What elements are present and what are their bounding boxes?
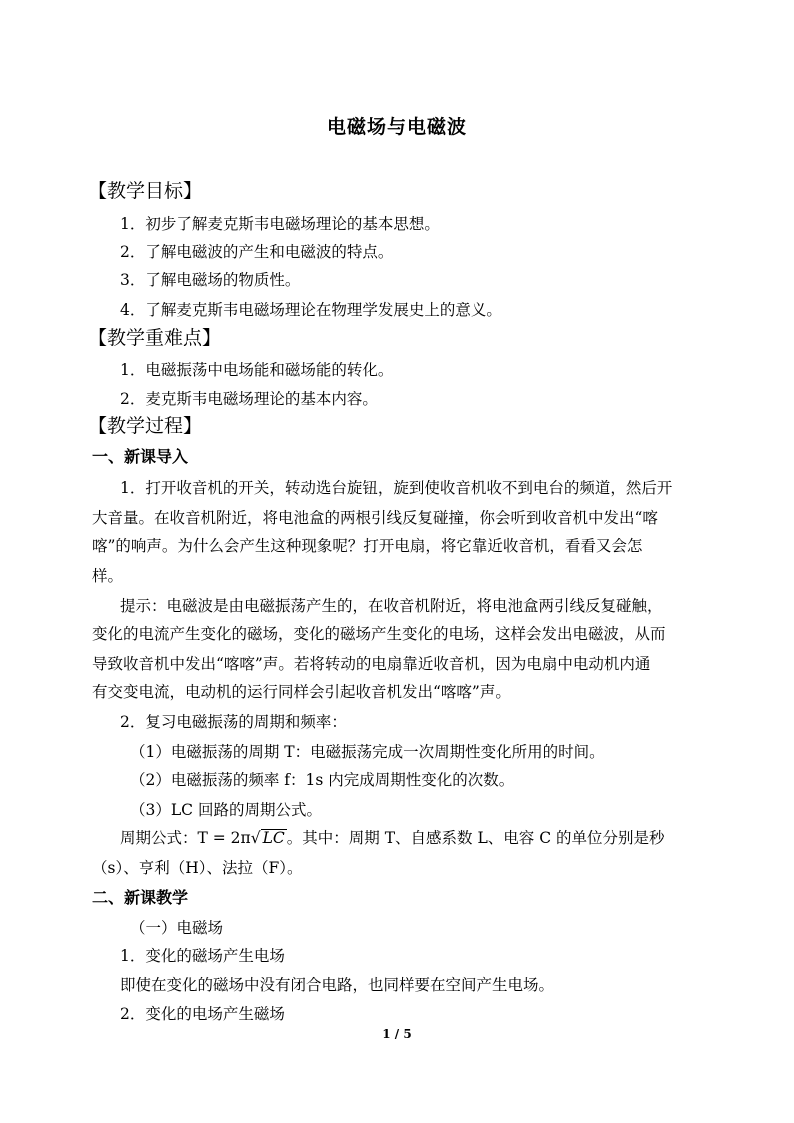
objective-item: 1．初步了解麦克斯韦电磁场理论的基本思想。 — [120, 215, 440, 233]
key-point-item: 2．麦克斯韦电磁场理论的基本内容。 — [120, 390, 378, 408]
paragraph-line: 喀”的响声。为什么会产生这种现象呢？打开电扇，将它靠近收音机，看看又会怎 — [92, 537, 643, 555]
formula-line — [120, 828, 664, 848]
part-title-teaching: 二、新课教学 — [92, 888, 189, 907]
review-item: （1）电磁振荡的周期 T：电磁振荡完成一次周期性变化所用的时间。 — [130, 743, 605, 761]
section-heading-objectives: 【教学目标】 — [88, 180, 203, 202]
formula-suffix: 。其中：周期 T、自感系数 L、电容 C 的单位分别是秒 — [286, 829, 665, 847]
review-heading: 2．复习电磁振荡的周期和频率： — [120, 713, 347, 731]
page-number: 1 / 5 — [382, 1027, 412, 1041]
page-title: 电磁场与电磁波 — [326, 116, 467, 138]
paragraph-line: 大音量。在收音机附近，将电池盒的两根引线反复碰撞，你会听到收音机中发出“喀 — [92, 509, 658, 527]
section-heading-key-points: 【教学重难点】 — [88, 327, 222, 349]
paragraph-line: 1．打开收音机的开关，转动选台旋钮，旋到使收音机收不到电台的频道，然后开 — [120, 479, 673, 497]
point-heading: 1．变化的磁场产生电场 — [120, 947, 285, 965]
subsection-title: （一）电磁场 — [130, 919, 224, 937]
hint-line: 导致收音机中发出“喀喀”声。若将转动的电扇靠近收音机，因为电扇中电动机内通 — [92, 655, 651, 673]
hint-line: 变化的电流产生变化的磁场，变化的磁场产生变化的电场，这样会发出电磁波，从而 — [92, 625, 666, 643]
section-heading-process: 【教学过程】 — [88, 415, 203, 437]
objective-item: 4．了解麦克斯韦电磁场理论在物理学发展史上的意义。 — [120, 301, 502, 319]
hint-line: 提示：电磁波是由电磁振荡产生的，在收音机附近，将电池盒两引线反复碰触， — [120, 597, 663, 615]
formula-prefix: 周期公式：T = 2π — [120, 829, 251, 847]
formula-sqrt-content: LC — [262, 829, 285, 847]
part-title-intro: 一、新课导入 — [92, 447, 189, 466]
formula-continuation: （s）、亨利（H）、法拉（F）。 — [92, 859, 303, 877]
objective-item: 2．了解电磁波的产生和电磁波的特点。 — [120, 243, 394, 261]
review-item: （2）电磁振荡的频率 f：1s 内完成周期性变化的次数。 — [130, 771, 515, 789]
sqrt-sign: √ — [250, 829, 261, 847]
paragraph-line: 样。 — [92, 567, 124, 585]
objective-item: 3．了解电磁场的物质性。 — [120, 271, 301, 289]
point-heading: 2．变化的电场产生磁场 — [120, 1005, 285, 1023]
hint-line: 有交变电流，电动机的运行同样会引起收音机发出“喀喀”声。 — [92, 683, 511, 701]
review-item: （3）LC 回路的周期公式。 — [130, 801, 322, 819]
point-text: 即使在变化的磁场中没有闭合电路，也同样要在空间产生电场。 — [120, 976, 555, 994]
key-point-item: 1．电磁振荡中电场能和磁场能的转化。 — [120, 361, 394, 379]
